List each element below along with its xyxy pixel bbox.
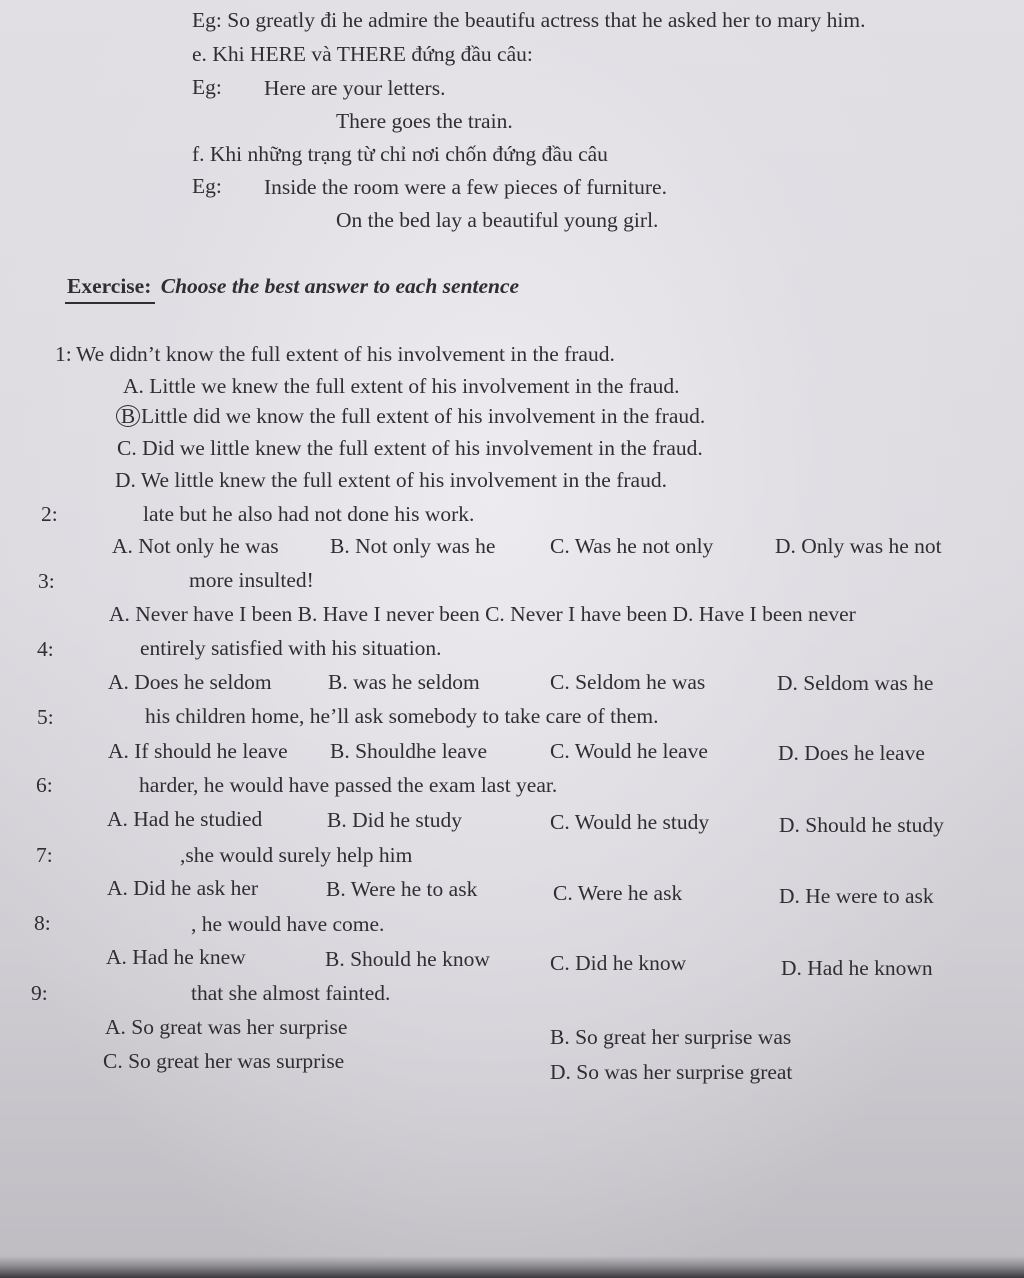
- option-c: C. Would he study: [550, 810, 710, 834]
- option-a: A. Did he ask her: [107, 876, 259, 900]
- option-b: B. Not only was he: [330, 534, 496, 558]
- question-number: 6:: [36, 773, 53, 797]
- question-prompt: his children home, he’ll ask somebody to take care of them.: [145, 704, 659, 728]
- option-a: A. Not only he was: [112, 534, 279, 558]
- option-a: A. If should he leave: [108, 739, 288, 763]
- option-d: D. We little knew the full extent of his involvement in the fraud.: [115, 468, 667, 492]
- option-c: C. Seldom he was: [550, 670, 706, 694]
- option-b: B. Did he study: [327, 808, 462, 832]
- question-number: 4:: [37, 637, 54, 661]
- eg-label: Eg:: [192, 174, 222, 198]
- question-number: 1:: [55, 342, 72, 366]
- option-c: C. Were he ask: [553, 881, 683, 905]
- question-prompt: late but he also had not done his work.: [143, 502, 475, 526]
- option-b: B. Should he know: [325, 947, 490, 971]
- option-b: B. So great her surprise was: [550, 1025, 792, 1049]
- option-b: B. Shouldhe leave: [330, 739, 488, 763]
- option-a: A. Had he knew: [106, 945, 246, 969]
- question-number: 3:: [38, 569, 55, 593]
- example-here: Here are your letters.: [264, 76, 446, 100]
- options-line: A. Never have I been B. Have I never been C. Never I have been D. Have I been never: [109, 602, 856, 626]
- question-number: 5:: [37, 705, 54, 729]
- question-prompt: ,she would surely help him: [180, 843, 413, 867]
- question-prompt: that she almost fainted.: [191, 981, 391, 1005]
- exercise-label: Exercise:: [67, 274, 152, 298]
- option-a: A. So great was her surprise: [105, 1015, 348, 1039]
- exercise-instruction: Choose the best answer to each sentence: [160, 274, 520, 298]
- question-prompt: entirely satisfied with his situation.: [140, 636, 442, 660]
- option-c: C. So great her was surprise: [103, 1049, 345, 1073]
- question-prompt: We didn’t know the full extent of his involvement in the fraud.: [76, 342, 615, 366]
- option-d: D. He were to ask: [779, 884, 934, 908]
- question-number: 7:: [36, 843, 53, 867]
- page-bottom-edge: [0, 1256, 1024, 1278]
- exercise-heading: [67, 273, 519, 299]
- option-b: B. was he seldom: [328, 670, 480, 694]
- question-prompt: more insulted!: [189, 568, 314, 592]
- option-d: D. Had he known: [781, 956, 933, 980]
- option-d: D. Only was he not: [775, 534, 942, 558]
- example-inside: Inside the room were a few pieces of furniture.: [264, 175, 667, 199]
- option-c: C. Would he leave: [550, 739, 708, 763]
- eg-label: Eg:: [192, 75, 222, 99]
- option-d: D. So was her surprise great: [550, 1060, 793, 1084]
- option-c: C. Did he know: [550, 951, 687, 975]
- option-b-selected: [116, 403, 705, 429]
- option-d: D. Should he study: [779, 813, 944, 837]
- question-number: 9:: [31, 981, 48, 1005]
- option-a: A. Had he studied: [107, 807, 263, 831]
- example-there: There goes the train.: [336, 109, 513, 133]
- example-bed: On the bed lay a beautiful young girl.: [336, 208, 659, 232]
- rule-e: e. Khi HERE và THERE đứng đầu câu:: [192, 42, 533, 66]
- option-c: C. Was he not only: [550, 534, 714, 558]
- selected-answer-circle: B: [116, 405, 140, 427]
- question-prompt: , he would have come.: [191, 912, 385, 936]
- option-b: B. Were he to ask: [326, 877, 478, 901]
- option-d: D. Does he leave: [778, 741, 925, 765]
- option-d: D. Seldom was he: [777, 671, 934, 695]
- option-a: A. Little we knew the full extent of his involvement in the fraud.: [123, 374, 680, 398]
- question-number: 8:: [34, 911, 51, 935]
- rule-f: f. Khi những trạng từ chỉ nơi chốn đứng đầu câu: [192, 142, 608, 166]
- question-prompt: harder, he would have passed the exam last year.: [139, 773, 558, 797]
- example-so-greatly: Eg: So greatly đi he admire the beautifu actress that he asked her to mary him.: [192, 8, 866, 32]
- option-a: A. Does he seldom: [108, 670, 272, 694]
- question-number: 2:: [41, 502, 58, 526]
- option-b-text: Little did we know the full extent of his involvement in the fraud.: [141, 404, 706, 428]
- option-c: C. Did we little knew the full extent of his involvement in the fraud.: [117, 436, 703, 460]
